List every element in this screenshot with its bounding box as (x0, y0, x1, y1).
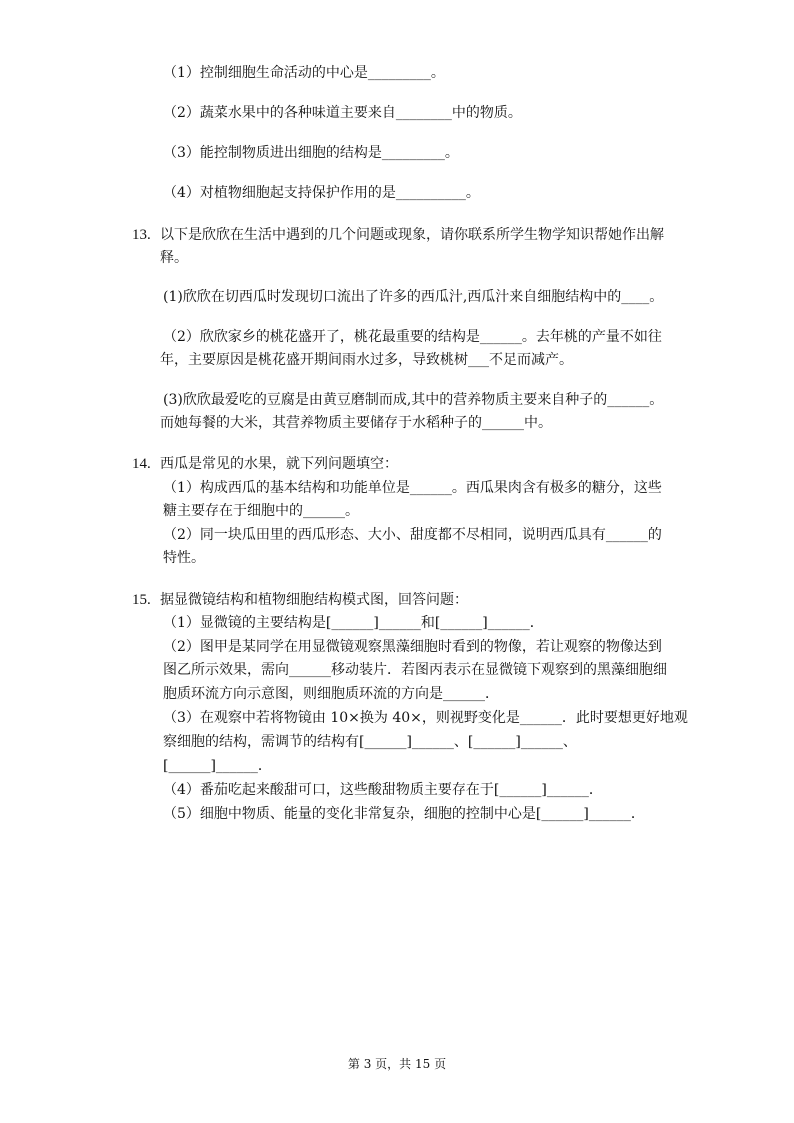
q13-stem-line2: 释。 (160, 250, 188, 266)
q13-part1: (1)欣欣在切西瓜时发现切口流出了许多的西瓜汁,西瓜汁来自细胞结构中的____。 (163, 289, 664, 305)
q14-part2-line2: 特性。 (163, 550, 205, 566)
q15-part3-line1: （3）在观察中若将物镜由 10×换为 40×，则视野变化是______．此时要想更好地观 (163, 710, 688, 726)
q14-stem: 西瓜是常见的水果，就下列问题填空： (160, 456, 398, 472)
q14-part1-line2: 糖主要存在于细胞中的______。 (163, 503, 359, 519)
q12-item-1: （1）控制细胞生命活动的中心是_________。 (163, 65, 445, 81)
q13-part2-line1: （2）欣欣家乡的桃花盛开了，桃花最重要的结构是______。去年桃的产量不如往 (163, 329, 662, 345)
q14-part1-line1: （1）构成西瓜的基本结构和功能单位是______。西瓜果肉含有极多的糖分，这些 (163, 480, 662, 496)
q15-part5: （5）细胞中物质、能量的变化非常复杂，细胞的控制中心是[______]______． (163, 806, 645, 822)
q12-item-2: （2）蔬菜水果中的各种味道主要来自________中的物质。 (163, 105, 522, 121)
q15-part2-line2: 图乙所示效果，需向______移动装片．若图丙表示在显微镜下观察到的黑藻细胞细 (163, 662, 667, 678)
q13-part3-line1: (3)欣欣最爱吃的豆腐是由黄豆磨制而成,其中的营养物质主要来自种子的______。 (163, 392, 664, 408)
q15-part2-line1: （2）图甲是某同学在用显微镜观察黑藻细胞时看到的物像，若让观察的物像达到 (163, 639, 662, 655)
q13-number: 13. (132, 227, 151, 243)
q14-number: 14. (132, 456, 151, 472)
q15-part3-line2: 察细胞的结构，需调节的结构有[______]______、[______]______、 (163, 734, 577, 750)
q15-number: 15. (132, 592, 151, 608)
q15-stem: 据显微镜结构和植物细胞结构模式图，回答问题： (160, 592, 468, 608)
q13-stem-line1: 以下是欣欣在生活中遇到的几个问题或现象，请你联系所学生物学知识帮她作出解 (160, 227, 664, 243)
q12-item-4: （4）对植物细胞起支持保护作用的是__________。 (163, 185, 480, 201)
q14-part2-line1: （2）同一块瓜田里的西瓜形态、大小、甜度都不尽相同，说明西瓜具有______的 (163, 527, 662, 543)
q15-part3-line3: [______]______． (163, 758, 272, 774)
q15-part4: （4）番茄吃起来酸甜可口，这些酸甜物质主要存在于[______]______． (163, 782, 603, 798)
q13-part3-line2: 而她每餐的大米，其营养物质主要储存于水稻种子的______中。 (160, 415, 552, 431)
q15-part2-line3: 胞质环流方向示意图，则细胞质环流的方向是______． (163, 686, 499, 702)
page-footer: 第 3 页，共 15 页 (347, 1057, 447, 1071)
q12-item-3: （3）能控制物质进出细胞的结构是_________。 (163, 145, 459, 161)
q15-part1: （1）显微镜的主要结构是[______]______和[______]______． (163, 615, 544, 631)
q13-part2-line2: 年，主要原因是桃花盛开期间雨水过多，导致桃树___不足而减产。 (160, 352, 573, 368)
